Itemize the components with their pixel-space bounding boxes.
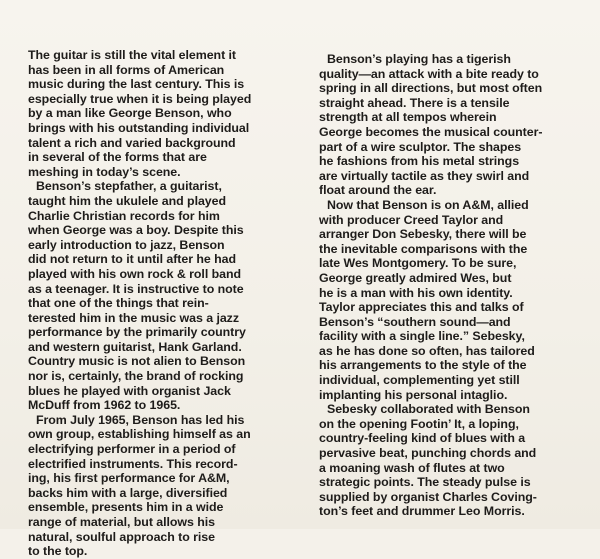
paragraph-start-line: Now that Benson is on A&M, allied bbox=[327, 197, 529, 212]
text-line: music during the last century. This is bbox=[28, 77, 245, 92]
text-line: George becomes the musical counter- bbox=[319, 124, 543, 139]
text-line: taught him the ukulele and played bbox=[28, 193, 227, 208]
text-line: as a teenager. It is instructive to note bbox=[28, 281, 244, 296]
paragraph-start-line: Sebesky collaborated with Benson bbox=[327, 402, 530, 417]
text-line: arranger Don Sebesky, there will be bbox=[319, 227, 527, 242]
text-line: range of material, but allows his bbox=[28, 515, 216, 529]
text-line: nor is, certainly, the brand of rocking bbox=[28, 369, 244, 384]
text-line: ing, his first performance for A&M, bbox=[28, 471, 230, 486]
text-line: terested him in the music was a jazz bbox=[28, 310, 239, 325]
paragraph-start-line: Benson’s playing has a tigerish bbox=[327, 52, 511, 66]
text-line: talent a rich and varied background bbox=[28, 135, 236, 150]
text-line: own group, establishing himself as an bbox=[28, 427, 251, 442]
text-line: backs him with a large, diversified bbox=[28, 485, 228, 500]
text-line: strength at all tempos wherein bbox=[319, 110, 497, 125]
text-line: on the opening Footin’ It, a loping, bbox=[319, 416, 519, 431]
text-line: individual, complementing yet still bbox=[319, 373, 520, 388]
text-line: ensemble, presents him in a wide bbox=[28, 500, 224, 515]
text-line: to the top. bbox=[28, 544, 88, 559]
text-line: performance by the primarily country bbox=[28, 325, 246, 340]
text-line: float around the ear. bbox=[319, 183, 437, 198]
text-line: Taylor appreciates this and talks of bbox=[319, 300, 524, 315]
text-line: when George was a boy. Despite this bbox=[28, 223, 244, 238]
text-line: facility with a single line.” Sebesky, bbox=[319, 329, 525, 344]
text-line: meshing in today’s scene. bbox=[28, 164, 181, 179]
text-line: strategic points. The steady pulse is bbox=[319, 475, 531, 490]
text-line: played with his own rock & roll band bbox=[28, 266, 241, 281]
text-line: by a man like George Benson, who bbox=[28, 106, 232, 121]
text-line: The guitar is still the vital element it bbox=[28, 48, 237, 62]
text-line: Charlie Christian records for him bbox=[28, 208, 220, 223]
text-line: pervasive beat, punching chords and bbox=[319, 446, 537, 461]
text-line: are virtually tactile as they swirl and bbox=[319, 168, 530, 183]
text-line: electrified instruments. This record- bbox=[28, 456, 238, 471]
text-line: straight ahead. There is a tensile bbox=[319, 95, 510, 110]
text-line: and western guitarist, Hank Garland. bbox=[28, 339, 242, 354]
text-line: with producer Creed Taylor and bbox=[319, 212, 504, 227]
text-line: late Wes Montgomery. To be sure, bbox=[319, 256, 517, 271]
text-line: he fashions from his metal strings bbox=[319, 154, 520, 169]
text-line: his arrangements to the style of the bbox=[319, 358, 527, 373]
text-line: blues he played with organist Jack bbox=[28, 383, 231, 398]
text-line: George greatly admired Wes, but bbox=[319, 270, 512, 285]
text-line: electrifying performer in a period of bbox=[28, 442, 236, 457]
text-line: that one of the things that rein- bbox=[28, 296, 209, 311]
text-line: as he has done so often, has tailored bbox=[319, 343, 535, 358]
left-text-column bbox=[28, 48, 290, 559]
text-line: supplied by organist Charles Coving- bbox=[319, 489, 537, 504]
text-line: natural, soulful approach to rise bbox=[28, 529, 215, 544]
text-line: did not return to it until after he had bbox=[28, 252, 236, 267]
text-line: McDuff from 1962 to 1965. bbox=[28, 398, 181, 413]
paragraph-start-line: From July 1965, Benson has led his bbox=[36, 412, 245, 427]
text-line: spring in all directions, but most often bbox=[319, 81, 543, 96]
text-line: the inevitable comparisons with the bbox=[319, 241, 528, 256]
text-line: implanting his personal intaglio. bbox=[319, 387, 508, 402]
text-line: Country music is not alien to Benson bbox=[28, 354, 246, 369]
text-line: quality—an attack with a bite ready to bbox=[319, 66, 539, 81]
text-line: Benson’s “southern sound—and bbox=[319, 314, 511, 329]
paragraph-start-line: Benson’s stepfather, a guitarist, bbox=[36, 179, 222, 194]
text-line: part of a wire sculptor. The shapes bbox=[319, 139, 522, 154]
text-line: early introduction to jazz, Benson bbox=[28, 237, 225, 252]
text-line: he is a man with his own identity. bbox=[319, 285, 513, 300]
text-line: ton’s feet and drummer Leo Morris. bbox=[319, 504, 525, 519]
text-line: brings with his outstanding individual bbox=[28, 120, 250, 135]
text-line: country-feeling kind of blues with a bbox=[319, 431, 526, 446]
right-text-column bbox=[319, 52, 581, 519]
text-line: in several of the forms that are bbox=[28, 150, 207, 165]
text-line: a moaning wash of flutes at two bbox=[319, 460, 505, 475]
text-line: especially true when it is being played bbox=[28, 91, 252, 106]
text-line: has been in all forms of American bbox=[28, 62, 225, 77]
